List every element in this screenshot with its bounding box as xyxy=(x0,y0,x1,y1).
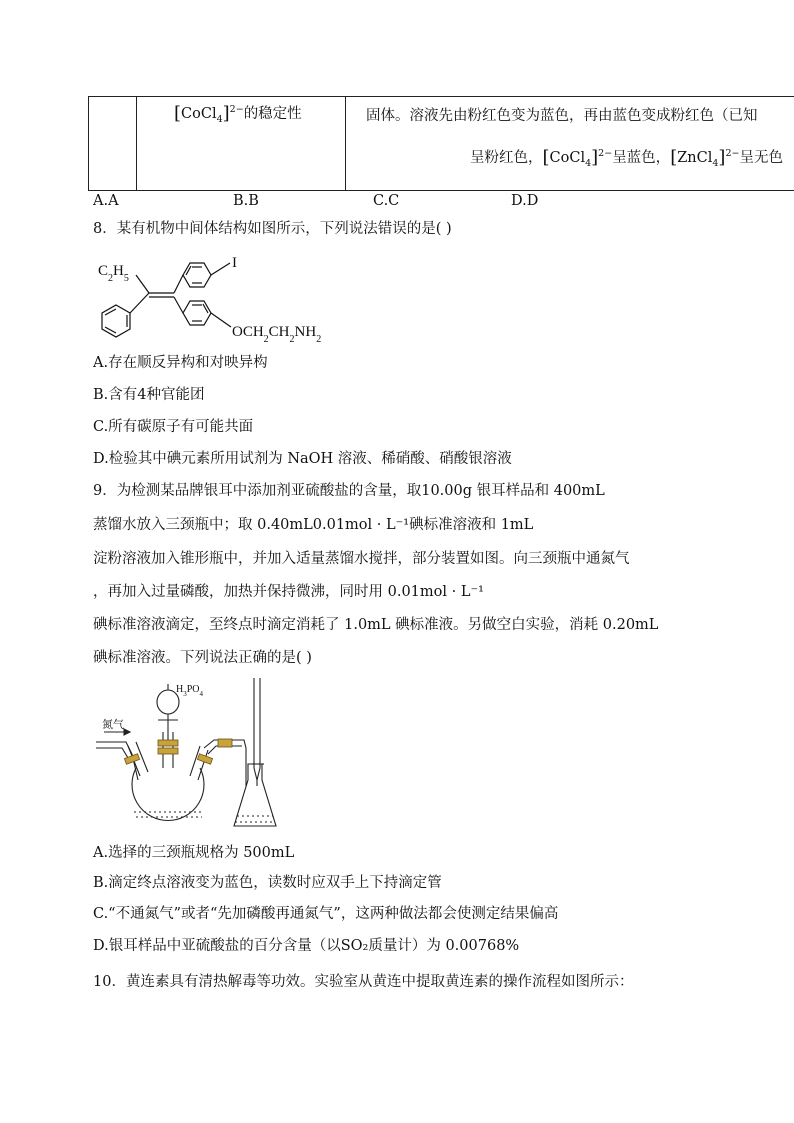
q7-option-d: D.D xyxy=(511,193,539,209)
q9-stem-line5: 碘标准溶液滴定，至终点时滴定消耗了 1.0mL 碘标准液。另做空白实验，消耗 0.20mL xyxy=(93,617,659,633)
q9-stem-line3: 淀粉溶液加入锥形瓶中，并加入适量蒸馏水搅拌，部分装置如图。向三颈瓶中通氮气 xyxy=(93,551,630,567)
q8-structure-diagram xyxy=(92,245,352,345)
q9-stem-line6: 碘标准溶液。下列说法正确的是( ) xyxy=(93,650,312,666)
ethyl-label: $C_2H_5$ xyxy=(98,263,129,284)
q9-stem-line2: 蒸馏水放入三颈瓶中；取 0.40mL0.01mol · L⁻¹碘标准溶液和 1mL xyxy=(93,517,534,533)
acid-label: $H_3PO_4$ xyxy=(176,684,204,698)
q7-option-a: A.A xyxy=(93,193,119,209)
table-cell-desc-line1: 固体。溶液先由粉红色变为蓝色，再由蓝色变成粉红色（已知 xyxy=(366,108,758,124)
gas-label: 氮气 xyxy=(102,718,124,731)
q9-option-a: A.选择的三颈瓶规格为 500mL xyxy=(93,845,295,861)
table-col-divider xyxy=(136,97,137,190)
iodo-label: I xyxy=(232,255,237,271)
q9-option-c: C.“不通氮气”或者“先加磷酸再通氮气”，这两种做法都会使测定结果偏高 xyxy=(93,906,559,922)
chain-label: $OCH_2CH_2NH_2$ xyxy=(232,324,322,345)
q8-stem: 8．某有机物中间体结构如图所示，下列说法错误的是( ) xyxy=(93,221,452,237)
table-cell-desc-line2: 呈粉红色，[CoCl$_4$]$^{2-}$呈蓝色，[ZnCl$_4$]$^{2-}$呈无色 xyxy=(470,147,783,169)
table-col-divider xyxy=(345,97,346,190)
table-cell-reagent: [CoCl$_4$]$^{2-}$的稳定性 xyxy=(174,103,302,125)
q8-option-d: D.检验其中碘元素所用试剂为 NaOH 溶液、稀硝酸、硝酸银溶液 xyxy=(93,451,512,467)
q7-option-c: C.C xyxy=(373,193,400,209)
q9-stem-line1: 9．为检测某品牌银耳中添加剂亚硫酸盐的含量，取10.00g 银耳样品和 400mL xyxy=(93,483,605,499)
q9-option-b: B.滴定终点溶液变为蓝色，读数时应双手上下持滴定管 xyxy=(93,875,442,891)
q7-option-b: B.B xyxy=(233,193,259,209)
q8-option-b: B.含有4种官能团 xyxy=(93,387,205,403)
q9-option-d: D.银耳样品中亚硫酸盐的百分含量（以SO₂质量计）为 0.00768% xyxy=(93,938,520,954)
q9-stem-line4: ，再加入过量磷酸，加热并保持微沸，同时用 0.01mol · L⁻¹ xyxy=(93,584,484,600)
q8-option-a: A.存在顺反异构和对映异构 xyxy=(93,355,268,371)
q10-stem: 10．黄连素具有清热解毒等功效。实验室从黄连中提取黄连素的操作流程如图所示： xyxy=(93,974,634,990)
q8-option-c: C.所有碳原子有可能共面 xyxy=(93,419,254,435)
q9-apparatus-diagram xyxy=(96,676,286,836)
